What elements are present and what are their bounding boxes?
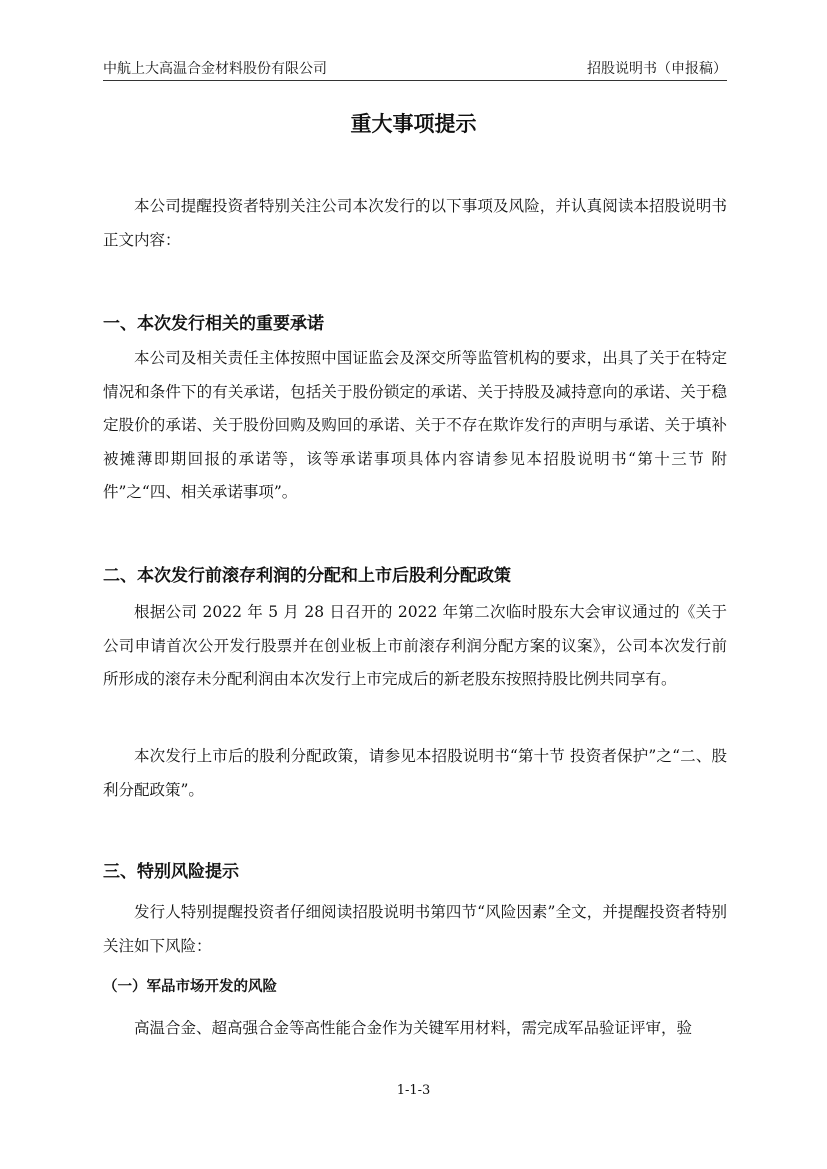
section-2-paragraph-2: 本次发行上市后的股利分配政策，请参见本招股说明书“第十节 投资者保护”之“二、股利分配政策”。 [103,747,727,799]
section-2-heading: 二、本次发行前滚存利润的分配和上市后股利分配政策 [103,566,511,586]
section-1-paragraph: 本公司及相关责任主体按照中国证监会及深交所等监管机构的要求，出具了关于在特定情况和条件下的有关承诺，包括关于股份锁定的承诺、关于持股及减持意向的承诺、关于稳定股价的承诺、关于股份回购及购回的承诺、关于不存在欺诈发行的声明与承诺、关于填补被摊薄即期回报的承诺等，该等承诺事项具体内容请参见本招股说明书“第十三节 附件”之“四、相关承诺事项”。 [103,349,727,501]
section-3-subheading: （一）军品市场开发的风险 [103,979,277,995]
section-3-paragraph: 发行人特别提醒投资者仔细阅读招股说明书第四节“风险因素”全文，并提醒投资者特别关注如下风险： [103,903,727,955]
section-3-sub-paragraph: 高温合金、超高强合金等高性能合金作为关键军用材料，需完成军品验证评审，验 [134,1019,693,1037]
page-number: 1-1-3 [396,1083,431,1098]
header-company-name: 中航上大高温合金材料股份有限公司 [103,61,327,77]
section-1-heading: 一、本次发行相关的重要承诺 [103,314,324,334]
section-2-paragraph-1: 根据公司 2022 年 5 月 28 日召开的 2022 年第二次临时股东大会审议通过的《关于公司申请首次公开发行股票并在创业板上市前滚存利润分配方案的议案》，公司本次发行前所形成的滚存未分配利润由本次发行上市完成后的新老股东按照持股比例共同享有。 [103,603,727,688]
page-header [103,58,727,81]
section-3-heading: 三、特别风险提示 [103,862,239,882]
intro-paragraph: 本公司提醒投资者特别关注公司本次发行的以下事项及风险，并认真阅读本招股说明书正文内容： [103,197,727,249]
page-title: 重大事项提示 [350,112,477,136]
header-document-type: 招股说明书（申报稿） [587,61,727,77]
